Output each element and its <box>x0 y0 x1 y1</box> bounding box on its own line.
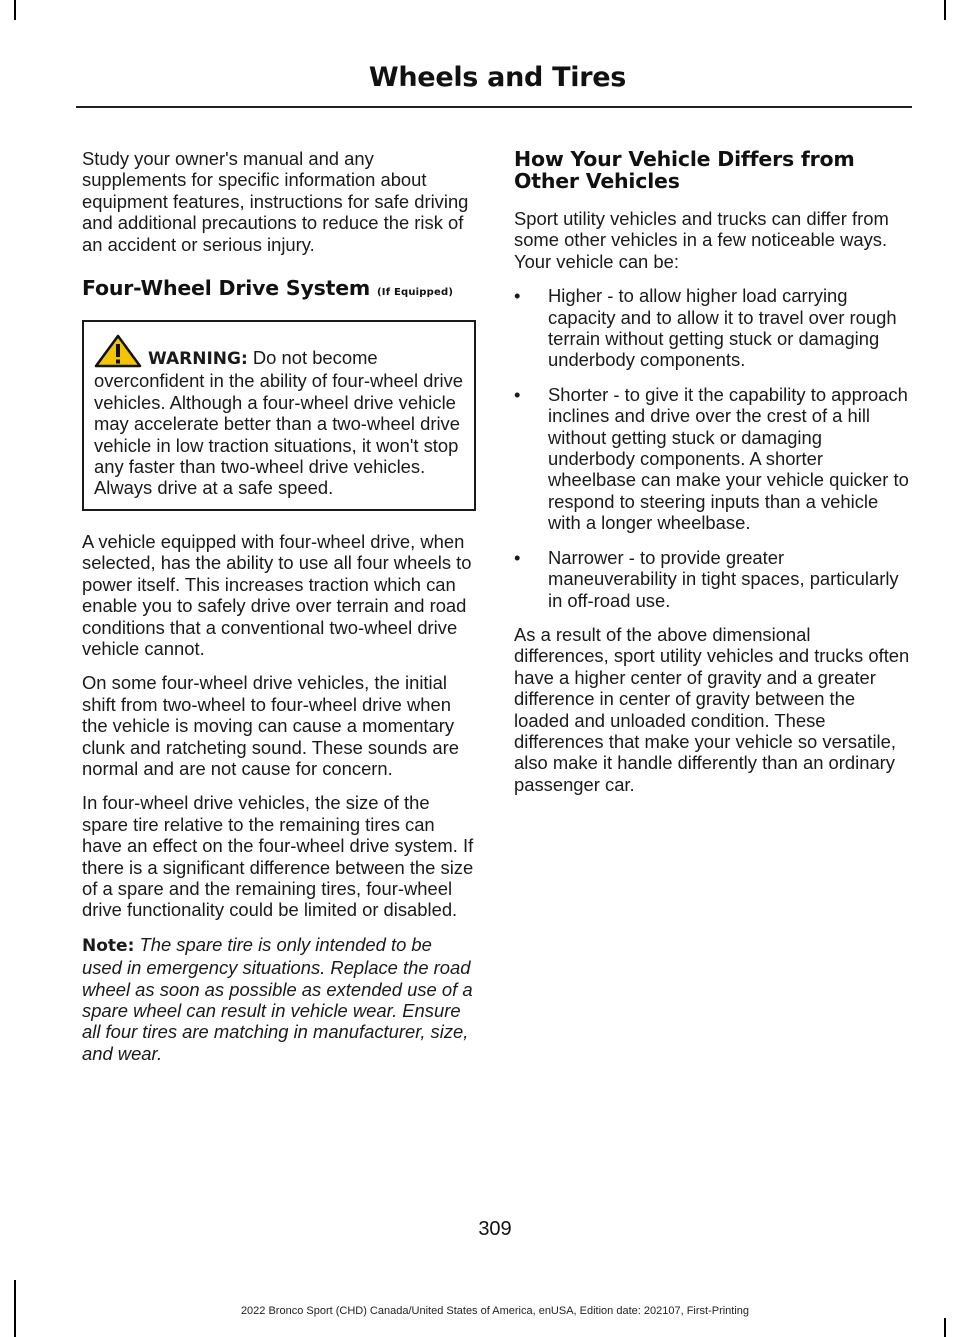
list-item <box>514 547 910 611</box>
paragraph-4wd-traction: A vehicle equipped with four-wheel drive, when selected, has the ability to use all four wheels to power itself. This increases traction which can enable you to safely drive over terrain and road conditions that a conventional two-wheel drive vehicle cannot. <box>82 530 472 659</box>
section-qualifier: (If Equipped) <box>377 287 454 299</box>
list-item-text: Shorter - to give it the capability to approach inclines and drive over the crest of a hill without getting stuck or damaging underbody components. A shorter wheelbase can make your vehicle quicker to respond to steering inputs than a vehicle with a longer wheelbase. <box>548 383 909 534</box>
differs-intro-paragraph: Sport utility vehicles and trucks can differ from some other vehicles in a few noticeable ways. Your vehicle can be: <box>514 208 889 272</box>
bullet-glyph: • <box>514 383 521 405</box>
crop-mark-top-right <box>944 0 946 20</box>
list-item-text: Higher - to allow higher load carrying capacity and to allow it to travel over rough terrain without getting stuck or damaging underbody components. <box>548 285 897 371</box>
section-heading-text: Four-Wheel Drive System <box>82 276 371 301</box>
note-label: Note: <box>82 935 135 956</box>
note-paragraph <box>82 934 476 1064</box>
warning-label: WARNING: <box>148 349 248 370</box>
warning-text: Do not become overconfident in the ability of four-wheel drive vehicles. Although a four-wheel drive vehicle may accelerate better than a two-wheel drive vehicle in low traction situations, it won't stop any faster than two-wheel drive vehicles. Always drive at a safe speed. <box>94 347 464 499</box>
warning-paragraph <box>94 334 466 499</box>
crop-mark-top-left <box>14 0 16 20</box>
paragraph-spare-tire: In four-wheel drive vehicles, the size of the spare tire relative to the remaining tires can have an effect on the four-wheel drive system. If there is a significant difference between the size of a spare and the remaining tires, four-wheel drive functionality could be limited or disabled. <box>82 792 474 921</box>
closing-paragraph: As a result of the above dimensional differences, sport utility vehicles and trucks often have a higher center of gravity and a greater difference in center of gravity between the loaded and unloaded condition. These differences that make your vehicle so versatile, also make it handle differently than an ordinary passenger car. <box>514 623 910 795</box>
list-item-text: Narrower - to provide greater maneuverability in tight spaces, particularly in off-road use. <box>548 546 899 611</box>
footer-edition-info: 2022 Bronco Sport (CHD) Canada/United States of America, enUSA, Edition date: 202107, First-Printing <box>240 1305 750 1317</box>
header-divider <box>76 106 912 108</box>
left-column <box>82 148 476 1077</box>
right-column <box>514 148 910 808</box>
page-title: Wheels and Tires <box>368 62 626 93</box>
differences-list <box>514 285 910 611</box>
section-heading-four-wheel-drive <box>82 277 476 304</box>
bullet-glyph: • <box>514 285 521 307</box>
warning-box <box>82 320 476 511</box>
section-heading-vehicle-differs: How Your Vehicle Differs from Other Vehicles <box>514 147 855 193</box>
list-item <box>514 285 910 371</box>
note-text: The spare tire is only intended to be used in emergency situations. Replace the road wheel as soon as possible as extended use of a spare wheel can result in vehicle wear. Ensure all four tires are matching in manufacturer, size, and wear. <box>82 933 473 1064</box>
warning-triangle-icon <box>94 334 142 368</box>
paragraph-4wd-shift: On some four-wheel drive vehicles, the initial shift from two-wheel to four-wheel drive when the vehicle is moving can cause a momentary clunk and ratcheting sound. These sounds are normal and are not cause for concern. <box>82 672 459 779</box>
crop-mark-bottom-right <box>944 1318 946 1337</box>
list-item <box>514 384 910 534</box>
intro-paragraph: Study your owner's manual and any supplements for specific information about equipment features, instructions for safe driving and additional precautions to reduce the risk of an accident or serious injury. <box>82 148 469 255</box>
bullet-glyph: • <box>514 546 521 568</box>
page-number: 309 <box>478 1218 512 1240</box>
